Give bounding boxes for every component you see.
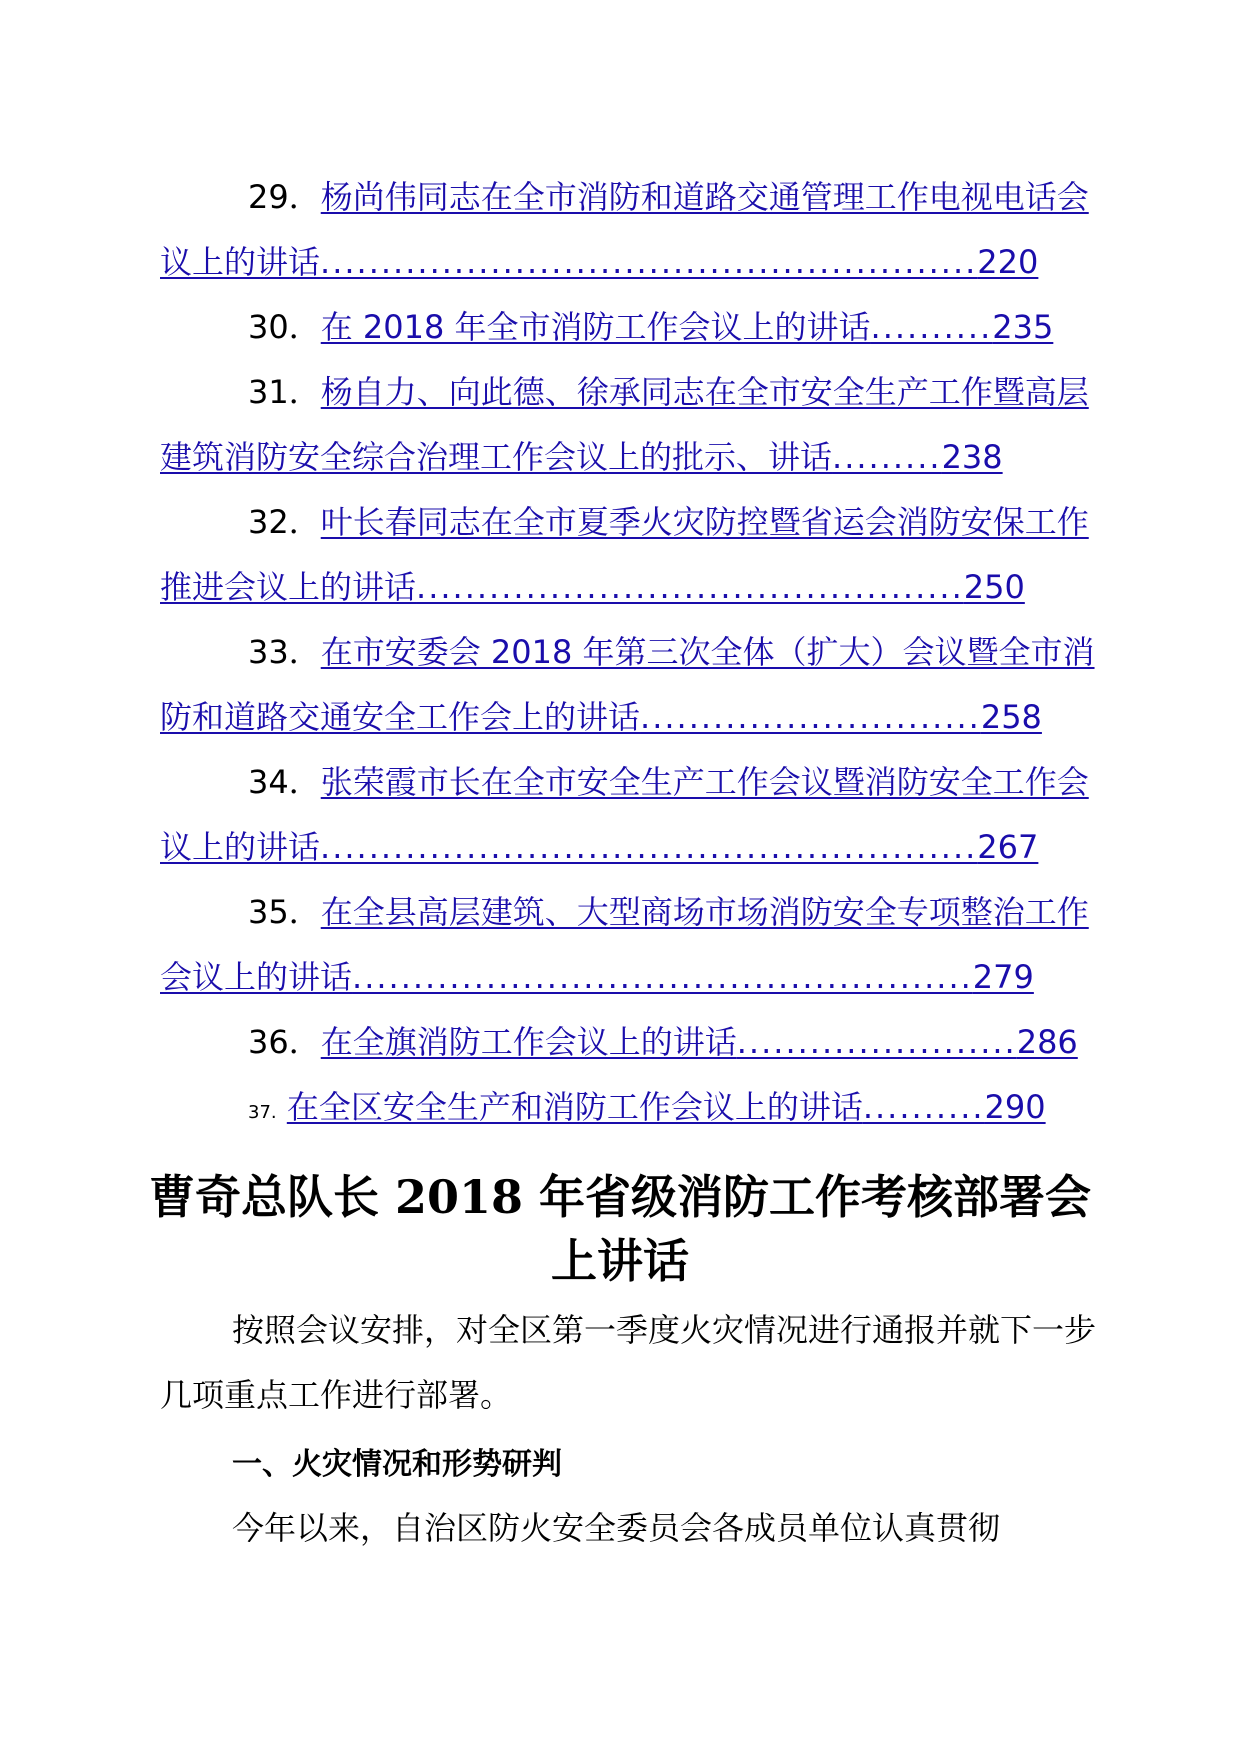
- toc-entry[interactable]: [160, 1075, 1100, 1140]
- toc-page-number[interactable]: 286: [1016, 1023, 1078, 1061]
- toc-number: 35．: [248, 893, 321, 931]
- toc-entry[interactable]: [160, 620, 1100, 685]
- toc-entry[interactable]: [160, 880, 1100, 945]
- toc-link[interactable]: 杨尚伟同志在全市消防和道路交通管理工作电视电话会: [320, 178, 1089, 216]
- document-title: [140, 1165, 1100, 1293]
- toc-number: 31．: [248, 373, 321, 411]
- toc-entry[interactable]: [160, 490, 1100, 555]
- toc-number: 33．: [248, 633, 321, 671]
- toc-page-number[interactable]: 258: [980, 698, 1042, 736]
- toc-link[interactable]: 议上的讲话: [160, 828, 321, 866]
- toc-link[interactable]: 议上的讲话: [160, 243, 321, 281]
- toc-page-number[interactable]: 279: [972, 958, 1034, 996]
- toc-page-number[interactable]: 290: [984, 1088, 1046, 1126]
- toc-link[interactable]: 叶长春同志在全市夏季火灾防控暨省运会消防安保工作: [320, 503, 1089, 541]
- toc-number: 29．: [248, 178, 321, 216]
- toc-leader-dots: ..........: [870, 308, 993, 346]
- toc-link[interactable]: 会议上的讲话: [160, 958, 353, 996]
- toc-link[interactable]: 在全区安全生产和消防工作会议上的讲话: [286, 1088, 863, 1126]
- toc-leader-dots: .........: [832, 438, 942, 476]
- toc-link[interactable]: 在全县高层建筑、大型商场市场消防安全专项整治工作: [320, 893, 1089, 931]
- toc-entry-continuation[interactable]: [160, 945, 1100, 1010]
- toc-entry-continuation[interactable]: [160, 425, 1100, 490]
- toc-link[interactable]: 在市安委会 2018 年第三次全体（扩大）会议暨全市消: [320, 633, 1095, 671]
- toc-leader-dots: ...................................................: [352, 958, 973, 996]
- toc-number: 30．: [248, 308, 321, 346]
- toc-leader-dots: .......................: [736, 1023, 1017, 1061]
- intro-paragraph: 按照会议安排，对全区第一季度火灾情况进行通报并就下一步几项重点工作进行部署。: [160, 1311, 1097, 1414]
- toc-entry[interactable]: [160, 165, 1100, 230]
- toc-number: 34．: [248, 763, 321, 801]
- table-of-contents: [160, 165, 1100, 1140]
- toc-link[interactable]: 张荣霞市长在全市安全生产工作会议暨消防安全工作会: [320, 763, 1089, 801]
- toc-entry[interactable]: [160, 750, 1100, 815]
- toc-page-number[interactable]: 235: [992, 308, 1054, 346]
- toc-page-number[interactable]: 220: [977, 243, 1039, 281]
- toc-leader-dots: ......................................................: [320, 243, 978, 281]
- toc-entry-continuation[interactable]: [160, 230, 1100, 295]
- toc-link[interactable]: 防和道路交通安全工作会上的讲话: [160, 698, 641, 736]
- toc-entry[interactable]: [160, 1010, 1100, 1075]
- title-line: 曹奇总队长 2018 年省级消防工作考核部署会: [148, 1170, 1092, 1224]
- toc-entry[interactable]: [160, 360, 1100, 425]
- toc-page-number[interactable]: 250: [963, 568, 1025, 606]
- toc-leader-dots: ............................: [640, 698, 981, 736]
- toc-number: 37.: [248, 1102, 277, 1123]
- toc-link[interactable]: 在 2018 年全市消防工作会议上的讲话: [320, 308, 871, 346]
- toc-page-number[interactable]: 267: [977, 828, 1039, 866]
- toc-link[interactable]: 推进会议上的讲话: [160, 568, 417, 606]
- toc-link[interactable]: 建筑消防安全综合治理工作会议上的批示、讲话: [160, 438, 833, 476]
- toc-entry-continuation[interactable]: [160, 685, 1100, 750]
- toc-page-number[interactable]: 238: [941, 438, 1003, 476]
- toc-leader-dots: ..........: [862, 1088, 985, 1126]
- toc-link[interactable]: 在全旗消防工作会议上的讲话: [320, 1023, 737, 1061]
- toc-number: 32．: [248, 503, 321, 541]
- toc-leader-dots: ......................................................: [320, 828, 978, 866]
- toc-link[interactable]: 杨自力、向此德、徐承同志在全市安全生产工作暨高层: [320, 373, 1089, 411]
- toc-entry-continuation[interactable]: [160, 815, 1100, 880]
- toc-entry-continuation[interactable]: [160, 555, 1100, 620]
- section-heading: 一、火灾情况和形势研判: [232, 1447, 562, 1482]
- body-paragraph: 今年以来，自治区防火安全委员会各成员单位认真贯彻: [232, 1509, 1001, 1547]
- toc-leader-dots: .............................................: [416, 568, 964, 606]
- title-line: 上讲话: [551, 1234, 689, 1288]
- toc-number: 36．: [248, 1023, 321, 1061]
- toc-entry[interactable]: [160, 295, 1100, 360]
